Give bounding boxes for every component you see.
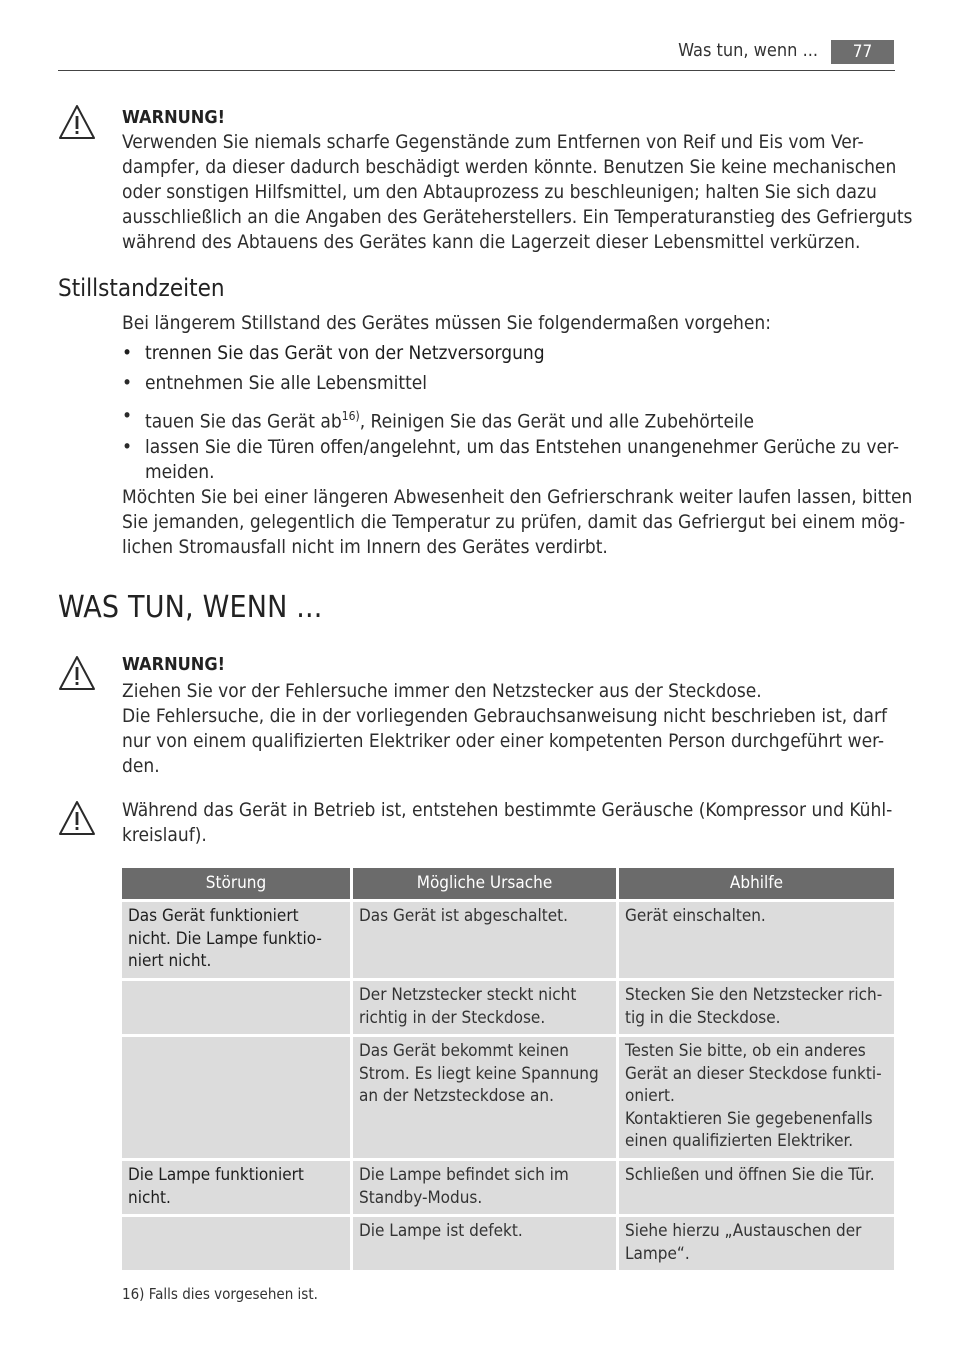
table-cell-cause: Das Gerät ist abgeschaltet. <box>353 902 616 978</box>
bullet-icon: • <box>122 405 133 427</box>
table-cell-problem <box>122 1217 350 1270</box>
table-cell-problem <box>122 981 350 1034</box>
table-cell-remedy: Gerät einschalten. <box>619 902 894 978</box>
table-cell-cause: Die Lampe befindet sich im Standby-Modus. <box>353 1161 616 1214</box>
table-cell-remedy: Testen Sie bitte, ob ein anderes Gerät an dieser Steckdose funkti- oniert. Kontaktieren Sie gegebenenfalls einen qualifizierten Elektriker. <box>619 1037 894 1158</box>
bullet-icon: • <box>122 342 133 364</box>
running-header: Was tun, wenn ... <box>678 40 818 61</box>
warning-title: WARNUNG! <box>122 107 225 128</box>
table-cell-remedy: Schließen und öffnen Sie die Tür. <box>619 1161 894 1214</box>
table-cell-problem <box>122 1037 350 1158</box>
intro-text: Bei längerem Stillstand des Gerätes müssen Sie folgendermaßen vorgehen: <box>122 312 771 334</box>
table-header: Abhilfe <box>619 868 894 899</box>
note-text: Während das Gerät in Betrieb ist, entstehen bestimmte Geräusche (Kompressor und Kühl- kreislauf). <box>122 799 893 846</box>
table-cell-problem: Das Gerät funktioniert nicht. Die Lampe funktio- niert nicht. <box>122 902 350 978</box>
warning-title: WARNUNG! <box>122 654 225 675</box>
warning-icon <box>58 104 96 140</box>
warning-icon <box>58 655 96 691</box>
header-rule <box>58 70 895 71</box>
footnote-ref: 16) <box>341 409 360 423</box>
warning-text: Verwenden Sie niemals scharfe Gegenstände zum Entfernen von Reif und Eis vom Ver- dampfer, da dieser dadurch beschädigt werden könnte. Benutzen Sie keine mechanischen oder sonstigen Hilfsmittel, um den Abtauprozess zu beschleunigen; halten Sie sich dazu ausschließlich an die Angaben des Geräteherstellers. Ein Temperaturanstieg des Gefrierguts während des Abtauens des Gerätes kann die Lagerzeit dieser Lebensmittel verkürzen. <box>122 131 913 253</box>
page-title: WAS TUN, WENN ... <box>58 590 323 625</box>
table-header: Störung <box>122 868 350 899</box>
table-cell-remedy: Siehe hierzu „Austauschen der Lampe“. <box>619 1217 894 1270</box>
warning-text: Ziehen Sie vor der Fehlersuche immer den Netzstecker aus der Steckdose. Die Fehlersuche, die in der vorliegenden Gebrauchsanweisung nicht beschrieben ist, darf nur von einem qualifizierten Elektriker oder einer kompetenten Person durchgeführt wer- den. <box>122 680 887 777</box>
section-heading: Stillstandzeiten <box>58 274 225 302</box>
bullet-icon: • <box>122 372 133 394</box>
table-cell-cause: Der Netzstecker steckt nicht richtig in der Steckdose. <box>353 981 616 1034</box>
table-header: Mögliche Ursache <box>353 868 616 899</box>
page-number: 77 <box>831 40 894 64</box>
table-cell-remedy: Stecken Sie den Netzstecker rich- tig in die Steckdose. <box>619 981 894 1034</box>
warning-icon <box>58 800 96 836</box>
footnote: 16) Falls dies vorgesehen ist. <box>122 1285 318 1303</box>
table-cell-cause: Das Gerät bekommt keinen Strom. Es liegt keine Spannung an der Netzsteckdose an. <box>353 1037 616 1158</box>
bullet-icon: • <box>122 436 133 458</box>
table-cell-problem: Die Lampe funktioniert nicht. <box>122 1161 350 1214</box>
table-cell-cause: Die Lampe ist defekt. <box>353 1217 616 1270</box>
outro-text: Möchten Sie bei einer längeren Abwesenheit den Gefrierschrank weiter laufen lassen, bitten Sie jemanden, gelegentlich die Temperatur zu prüfen, damit das Gefriergut bei einem mög- lichen Stromausfall nicht im Innern des Gerätes verdirbt. <box>122 486 913 558</box>
